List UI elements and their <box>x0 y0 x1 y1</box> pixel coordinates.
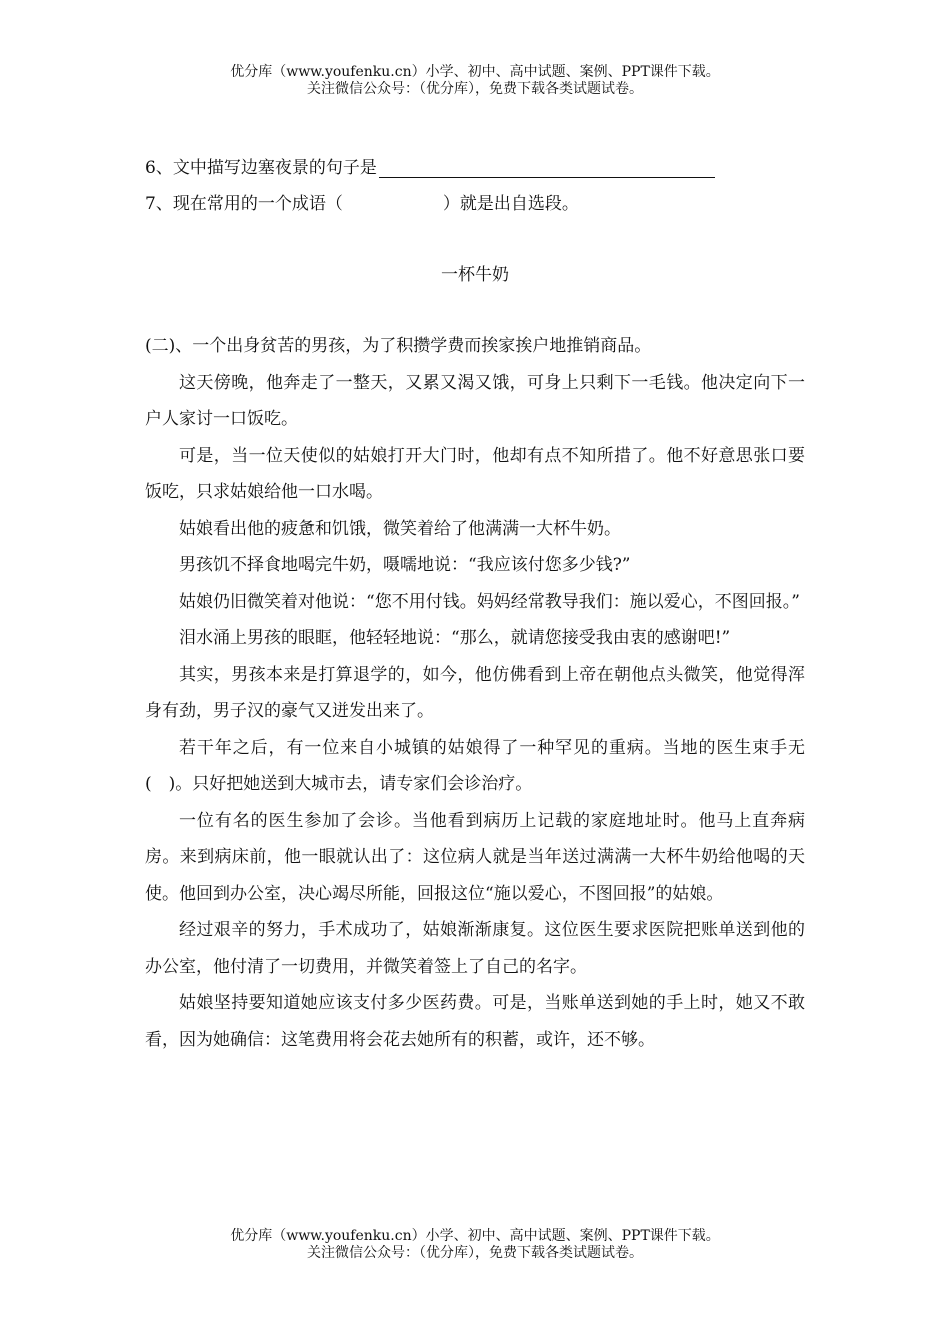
article-body <box>145 328 805 1058</box>
article-paragraph: (二)、一个出身贫苦的男孩，为了积攒学费而挨家挨户地推销商品。 <box>145 336 652 356</box>
article-paragraph: 泪水涌上男孩的眼眶，他轻轻地说：“那么，就请您接受我由衷的感谢吧!” <box>179 628 731 648</box>
article-paragraph: 若干年之后，有一位来自小城镇的姑娘得了一种罕见的重病。当地的医生束手无( )。只好把她送到大城市去，请专家们会诊治疗。 <box>145 737 805 794</box>
page-content <box>145 158 805 1058</box>
article-paragraph: 姑娘坚持要知道她应该支付多少医药费。可是，当账单送到她的手上时，她又不敢看，因为她确信：这笔费用将会花去她所有的积蓄，或许，还不够。 <box>145 993 805 1050</box>
question-6 <box>145 158 805 178</box>
article-paragraph: 姑娘看出他的疲惫和饥饿，微笑着给了他满满一大杯牛奶。 <box>179 518 621 539</box>
page-header <box>0 64 950 98</box>
article-paragraph: 这天傍晚，他奔走了一整天，又累又渴又饿，可身上只剩下一毛钱。他决定向下一户人家讨一口饭吃。 <box>145 372 805 429</box>
article-paragraph: 其实，男孩本来是打算退学的，如今，他仿佛看到上帝在朝他点头微笑，他觉得浑身有劲，男子汉的豪气又迸发出来了。 <box>145 664 805 721</box>
header-line-1: 优分库（www.youfenku.cn）小学、初中、高中试题、案例、PPT课件下载。 <box>230 64 720 80</box>
article-title: 一杯牛奶 <box>441 265 509 285</box>
question-7-text-after: ）就是出自选段。 <box>442 194 579 214</box>
header-line-2: 关注微信公众号：（优分库），免费下载各类试题试卷。 <box>307 81 643 97</box>
article-paragraph: 经过艰辛的努力，手术成功了，姑娘渐渐康复。这位医生要求医院把账单送到他的办公室，他付清了一切费用，并微笑着签上了自己的名字。 <box>145 920 805 977</box>
question-7-text-before: 7、现在常用的一个成语（ <box>145 194 343 214</box>
article-paragraph: 姑娘仍旧微笑着对他说：“您不用付钱。妈妈经常教导我们：施以爱心，不图回报。” <box>179 591 800 612</box>
question-6-answer-blank[interactable] <box>379 159 715 178</box>
article-paragraph: 男孩饥不择食地喝完牛奶，嗫嚅地说：“我应该付您多少钱?” <box>179 555 631 575</box>
question-7 <box>145 194 805 214</box>
article-paragraph: 可是，当一位天使似的姑娘打开大门时，他却有点不知所措了。他不好意思张口要饭吃，只求姑娘给他一口水喝。 <box>145 445 805 502</box>
article-paragraph: 一位有名的医生参加了会诊。当他看到病历上记载的家庭地址时。他马上直奔病房。来到病床前，他一眼就认出了：这位病人就是当年送过满满一大杯牛奶给他喝的天使。他回到办公室，决心竭尽所能，回报这位“施以爱心，不图回报”的姑娘。 <box>145 810 805 904</box>
page-footer <box>0 1228 950 1262</box>
question-6-text: 6、文中描写边塞夜景的句子是 <box>145 158 377 178</box>
footer-line-1: 优分库（www.youfenku.cn）小学、初中、高中试题、案例、PPT课件下载。 <box>230 1228 720 1244</box>
footer-line-2: 关注微信公众号：（优分库），免费下载各类试题试卷。 <box>307 1245 643 1261</box>
